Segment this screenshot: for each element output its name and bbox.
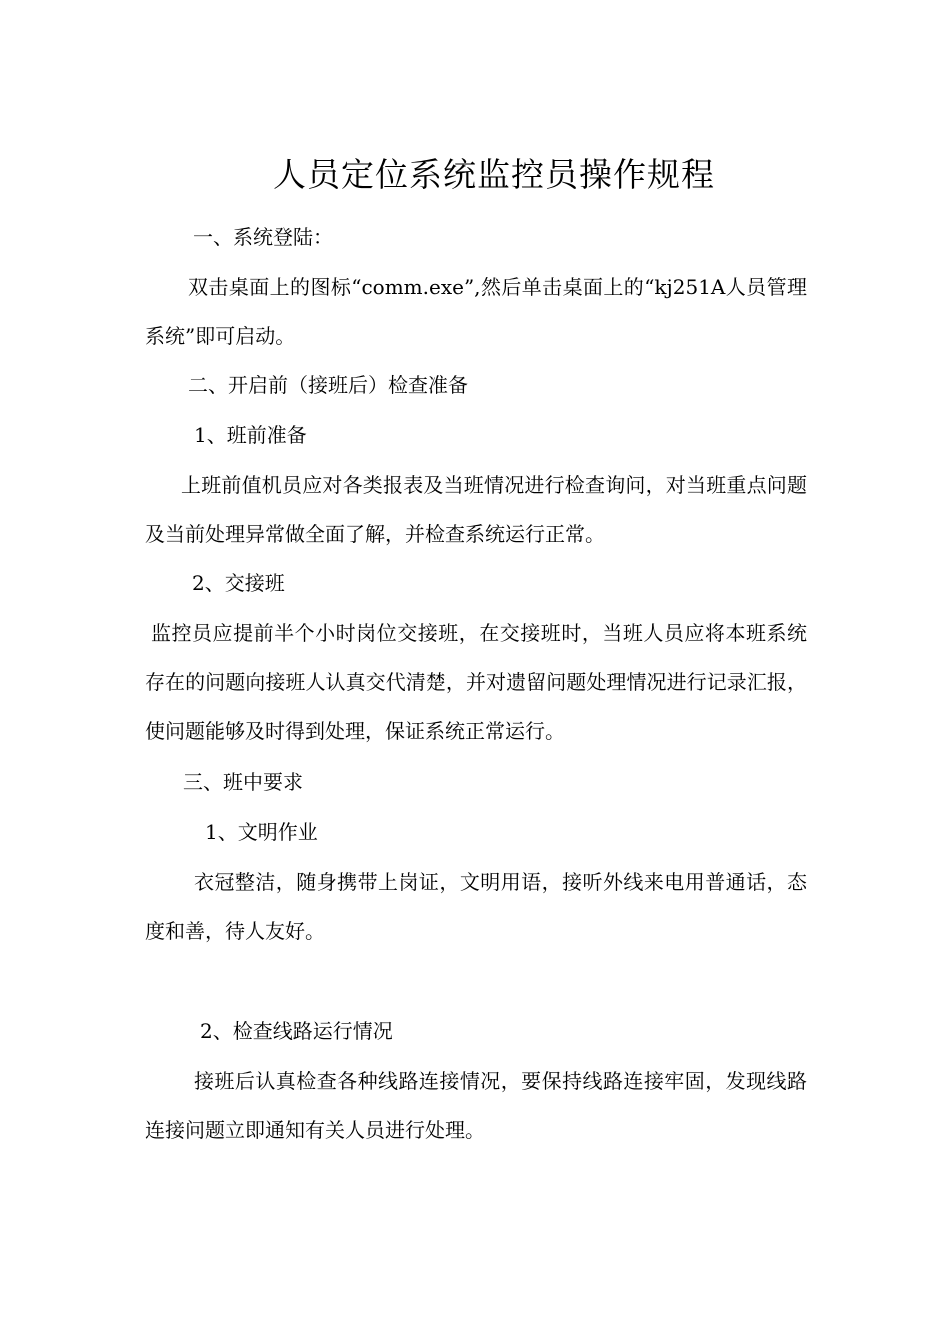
paragraph-login: 双击桌面上的图标“comm.exe”,然后单击桌面上的“kj251A人员管理系统”即可启动。 [145, 275, 807, 348]
subsection-heading-civil-work: 1、文明作业 [205, 820, 318, 844]
document-title: 人员定位系统监控员操作规程 [273, 155, 715, 194]
subsection-heading-shift-handover: 2、交接班 [192, 571, 285, 595]
subsection-heading-line-check: 2、检查线路运行情况 [200, 1019, 393, 1043]
paragraph-shift-handover: 监控员应提前半个小时岗位交接班，在交接班时，当班人员应将本班系统存在的问题向接班人认真交代清楚，并对遗留问题处理情况进行记录汇报，使问题能够及时得到处理，保证系统正常运行。 [145, 621, 807, 743]
paragraph-pre-shift-prep: 上班前值机员应对各类报表及当班情况进行检查询问，对当班重点问题及当前处理异常做全面了解，并检查系统运行正常。 [145, 473, 807, 546]
subsection-heading-pre-shift-prep: 1、班前准备 [194, 423, 307, 447]
paragraph-civil-work: 衣冠整洁，随身携带上岗证，文明用语，接听外线来电用普通话，态度和善，待人友好。 [145, 870, 807, 943]
section-heading-in-shift-requirements: 三、班中要求 [183, 770, 303, 794]
section-heading-login: 一、系统登陆： [193, 225, 333, 249]
section-heading-pre-start-check: 二、开启前（接班后）检查准备 [188, 373, 468, 397]
paragraph-line-check: 接班后认真检查各种线路连接情况，要保持线路连接牢固，发现线路连接问题立即通知有关人员进行处理。 [145, 1069, 807, 1142]
